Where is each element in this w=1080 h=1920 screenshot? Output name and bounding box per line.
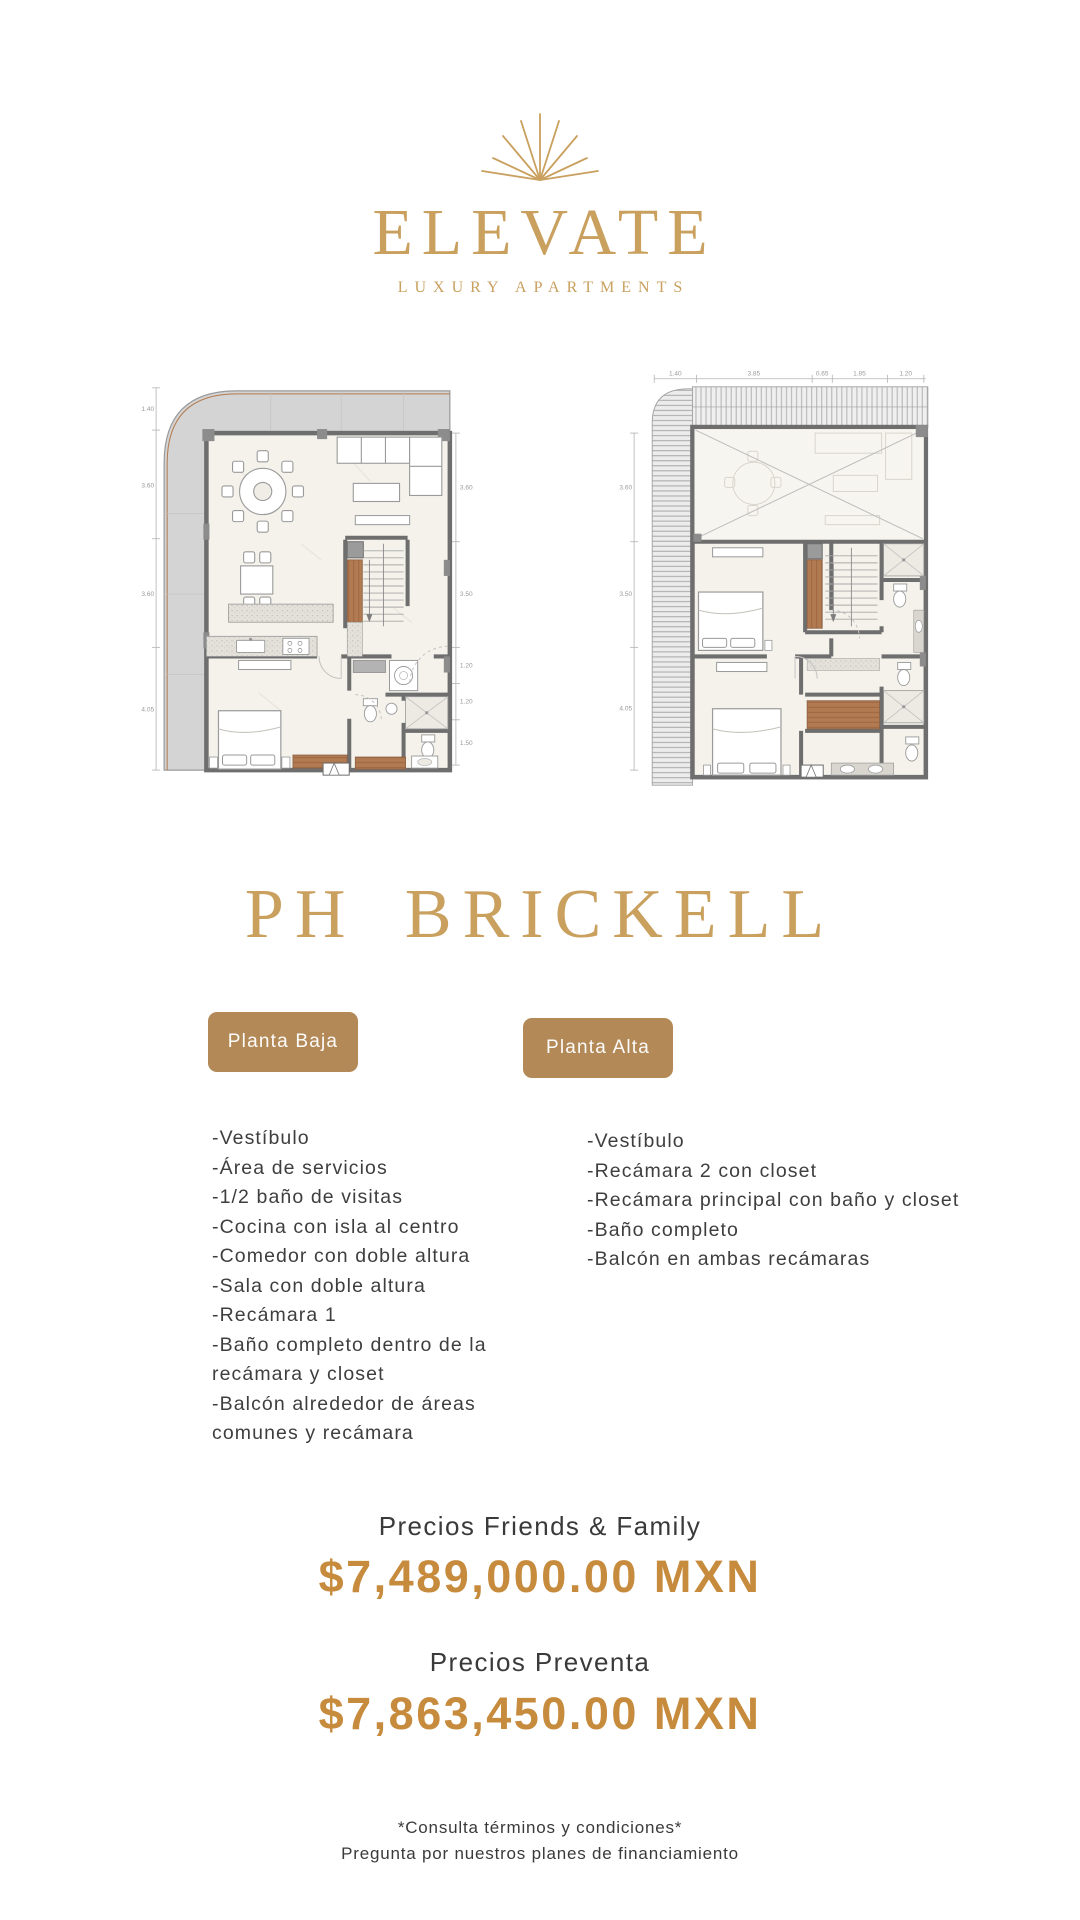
double-height-void — [694, 429, 923, 540]
dim-label: 1.20 — [459, 662, 473, 670]
entry-door — [323, 763, 349, 775]
console-table — [355, 516, 409, 525]
feature-item: -Balcón alrededor de áreas comunes y recámara — [212, 1392, 476, 1444]
planta-baja-features — [212, 1124, 544, 1449]
toilet-mid — [898, 662, 911, 685]
friends-family-price-label: Precios Friends & Family — [378, 1511, 702, 1541]
feature-item: -Sala con doble altura — [212, 1274, 426, 1297]
dim-label: 4.05 — [141, 706, 155, 714]
feature-item: -Vestíbulo — [212, 1127, 310, 1149]
coffee-table — [353, 483, 399, 501]
friends-family-price-value: $7,489,000.00 MXN — [318, 1551, 762, 1602]
preventa-price-label: Precios Preventa — [429, 1647, 651, 1677]
walk-in-closet — [807, 701, 879, 729]
floor-plan-planta-alta — [618, 362, 952, 808]
feature-item: -Baño completo dentro de la recámara y closet — [212, 1333, 487, 1385]
dim-label: 1.40 — [141, 405, 155, 413]
feature-item: -Recámara principal con baño y closet — [587, 1189, 960, 1211]
entry-door — [801, 765, 823, 777]
brand-name: ELEVATE — [372, 196, 717, 269]
dim-label: 1.40 — [668, 370, 682, 378]
dim-label: 3.60 — [459, 484, 473, 492]
feature-item: -Balcón en ambas recámaras — [587, 1248, 871, 1270]
dim-label: 3.85 — [747, 370, 761, 378]
brand-header — [0, 92, 1080, 297]
feature-item: -Comedor con doble altura — [212, 1245, 471, 1267]
sunburst-icon — [460, 92, 620, 184]
dim-label: 3.60 — [141, 591, 155, 599]
dim-label: 4.05 — [619, 705, 633, 713]
dim-label: 1.85 — [853, 370, 866, 378]
feature-item: -Recámara 2 con closet — [587, 1159, 818, 1182]
dim-label: 1.20 — [899, 370, 913, 378]
feature-item: -Vestíbulo — [587, 1130, 685, 1152]
dim-label: 3.50 — [459, 591, 473, 599]
feature-item: -Baño completo — [587, 1218, 739, 1241]
brand-tagline: LUXURY APARTMENTS — [397, 279, 690, 296]
louver-roof — [692, 387, 927, 427]
planta-alta-button[interactable]: Planta Alta — [523, 1018, 673, 1078]
dim-label: 1.50 — [459, 739, 473, 747]
dim-label: 3.50 — [619, 591, 633, 599]
hall-floor — [807, 658, 879, 670]
terms-note: *Consulta términos y condiciones* — [397, 1818, 683, 1837]
planta-alta-features — [587, 1127, 1023, 1275]
floor-plan-planta-baja — [140, 362, 474, 808]
feature-item: -Cocina con isla al centro — [212, 1215, 460, 1238]
dimension-rail-right — [452, 433, 460, 765]
page-title: PH BRICKELL — [244, 876, 836, 953]
dim-label: 0.65 — [815, 370, 829, 378]
dim-label: 3.60 — [619, 484, 633, 492]
planta-baja-button[interactable]: Planta Baja — [208, 1012, 358, 1072]
balcony — [652, 389, 692, 785]
feature-item: -1/2 baño de visitas — [212, 1186, 404, 1208]
financing-note: Pregunta por nuestros planes de financiamiento — [341, 1844, 739, 1863]
dim-label: 3.60 — [141, 482, 155, 490]
dim-label: 1.20 — [459, 698, 473, 706]
feature-item: -Área de servicios — [212, 1156, 388, 1179]
floor-plans-row — [140, 362, 952, 808]
feature-item: -Recámara 1 — [212, 1304, 337, 1326]
dimension-rail-top — [654, 375, 926, 383]
preventa-price-value: $7,863,450.00 MXN — [318, 1688, 762, 1739]
